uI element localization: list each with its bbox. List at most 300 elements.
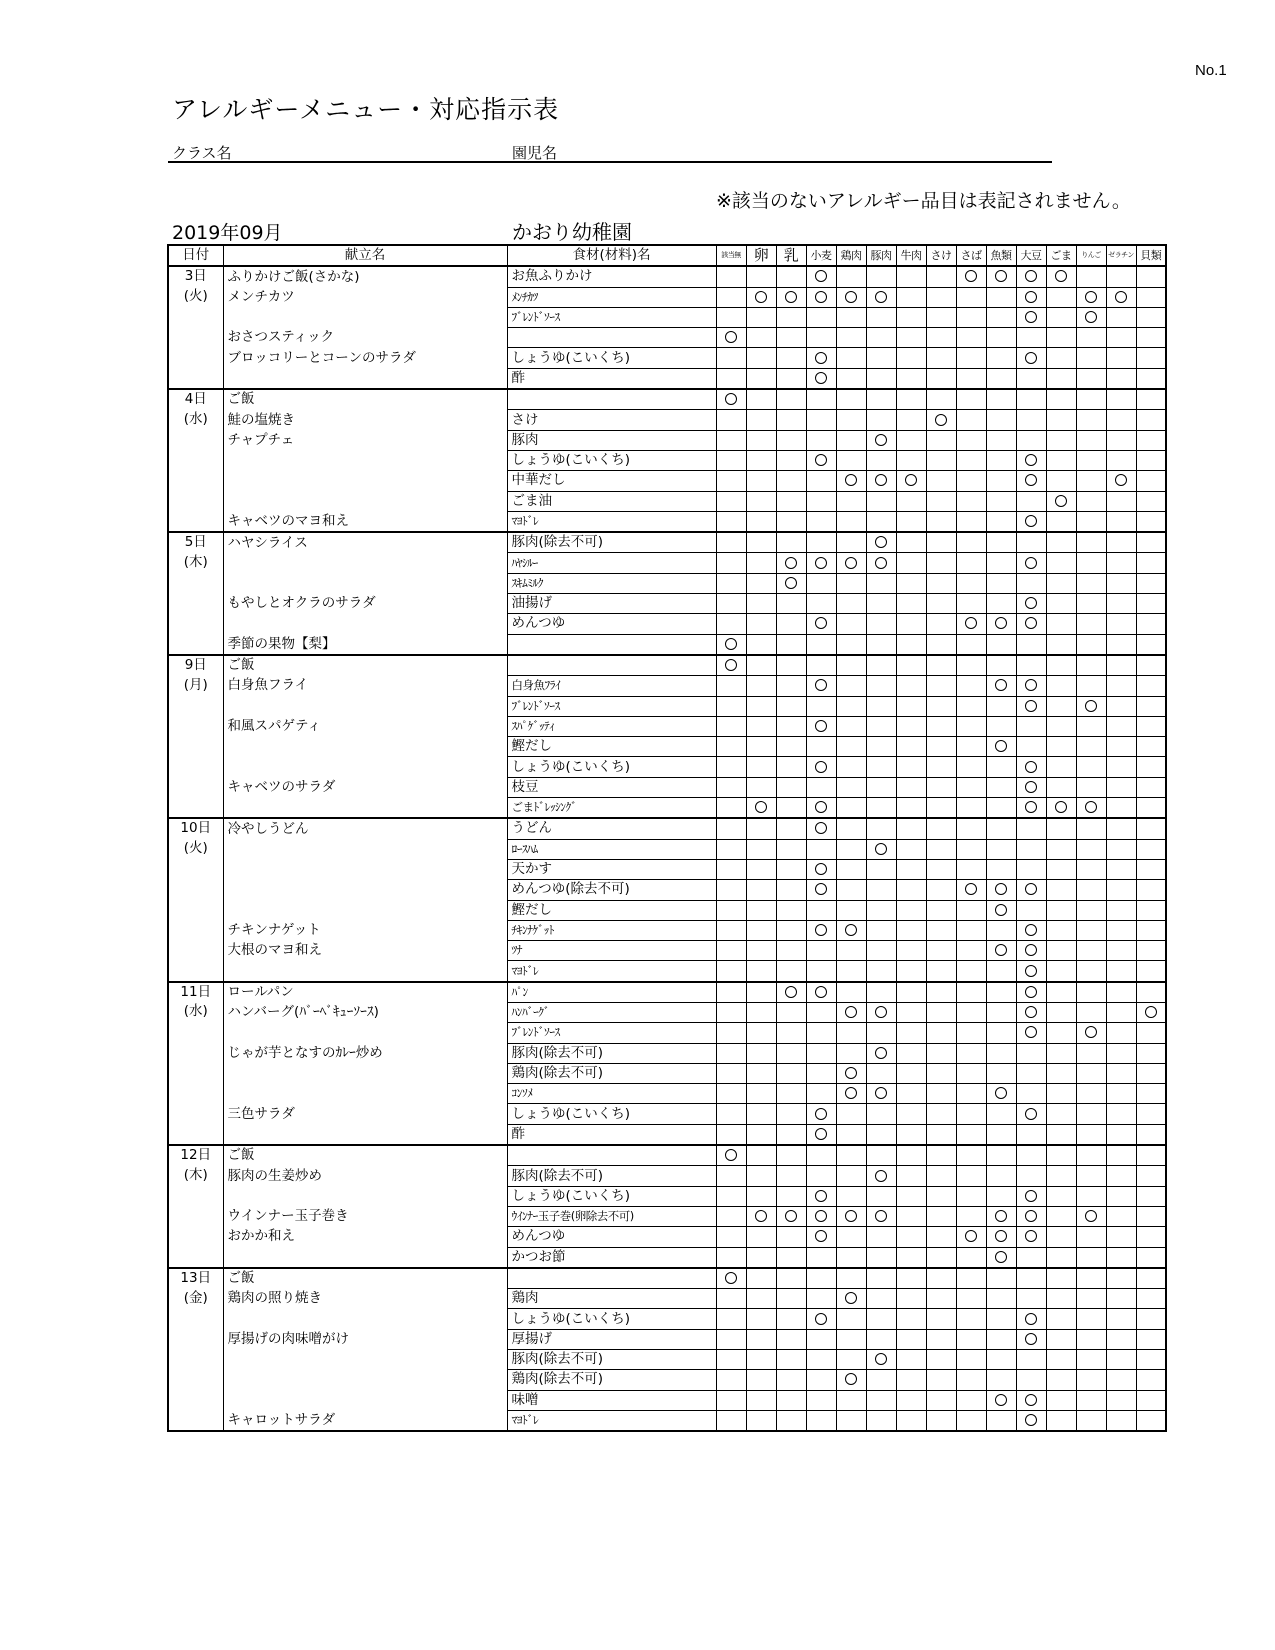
date-cell [168, 511, 223, 532]
allergen-cell [1076, 1410, 1106, 1431]
food-name-cell: ﾊﾔｼﾙｰ [507, 553, 716, 573]
allergen-cell [716, 1370, 746, 1390]
allergen-cell [806, 1350, 836, 1370]
allergen-cell [1016, 961, 1046, 982]
date-cell [168, 1350, 223, 1370]
allergen-cell [896, 655, 926, 676]
allergen-cell [1106, 389, 1136, 410]
allergen-cell [986, 1186, 1016, 1206]
allergen-mark-icon [815, 986, 827, 998]
header-allergen: さば [956, 245, 986, 266]
allergen-mark-icon [875, 474, 887, 486]
table-row [168, 1410, 1166, 1431]
food-name-cell: 鶏肉 [507, 1289, 716, 1309]
food-name-cell: ﾊﾝﾊﾞｰｸﾞ [507, 1002, 716, 1022]
allergen-cell [986, 696, 1016, 716]
allergen-cell [896, 471, 926, 491]
allergen-cell [1016, 1370, 1046, 1390]
allergen-mark-icon [1085, 1026, 1097, 1038]
allergen-cell [1076, 450, 1106, 470]
allergen-cell [776, 450, 806, 470]
allergen-cell [1046, 982, 1076, 1003]
allergen-cell [986, 471, 1016, 491]
allergen-cell [1106, 348, 1136, 368]
food-name-cell: めんつゆ [507, 614, 716, 634]
allergen-cell [1136, 1350, 1166, 1370]
table-row [168, 1124, 1166, 1145]
allergen-cell [1046, 594, 1076, 614]
allergen-cell [956, 920, 986, 940]
table-row [168, 716, 1166, 736]
date-cell [168, 900, 223, 920]
allergen-cell [956, 1166, 986, 1186]
allergen-cell [1136, 1309, 1166, 1329]
allergen-cell [806, 1145, 836, 1166]
allergen-cell [986, 1350, 1016, 1370]
allergen-cell [926, 1002, 956, 1022]
allergen-cell [986, 573, 1016, 593]
allergen-cell [986, 1247, 1016, 1268]
allergen-mark-icon [725, 638, 737, 650]
allergen-cell [806, 450, 836, 470]
allergen-cell [956, 716, 986, 736]
allergen-cell [986, 328, 1016, 348]
date-cell [168, 920, 223, 940]
menu-name-cell: 冷やしうどん [223, 818, 507, 839]
allergen-mark-icon [845, 1067, 857, 1079]
allergen-mark-icon [1025, 1230, 1037, 1242]
date-cell [168, 1247, 223, 1268]
food-name-cell: ﾌﾞﾚﾝﾄﾞｿｰｽ [507, 1023, 716, 1043]
allergen-cell [866, 1124, 896, 1145]
allergen-cell [1136, 328, 1166, 348]
header-menu: 献立名 [223, 245, 507, 266]
allergen-cell [776, 737, 806, 757]
allergen-mark-icon [785, 557, 797, 569]
allergen-cell [866, 757, 896, 777]
allergen-cell [1076, 389, 1106, 410]
allergen-cell [746, 471, 776, 491]
allergen-cell [866, 594, 896, 614]
allergen-cell [746, 1206, 776, 1226]
date-cell [168, 450, 223, 470]
allergen-cell [716, 1043, 746, 1063]
allergen-cell [746, 594, 776, 614]
allergen-cell [926, 430, 956, 450]
menu-name-cell [223, 1309, 507, 1329]
allergen-mark-icon [815, 352, 827, 364]
menu-name-cell: もやしとオクラのサラダ [223, 594, 507, 614]
allergen-cell [776, 348, 806, 368]
allergen-cell [1076, 1309, 1106, 1329]
allergen-cell [716, 450, 746, 470]
allergen-cell [1016, 573, 1046, 593]
allergen-cell [1016, 777, 1046, 797]
date-cell [168, 1227, 223, 1247]
allergen-cell [956, 1043, 986, 1063]
allergen-mark-icon [1025, 761, 1037, 773]
date-cell: 10日 [168, 818, 223, 839]
allergen-cell [836, 1410, 866, 1431]
allergen-cell [1046, 1350, 1076, 1370]
allergen-cell [776, 1350, 806, 1370]
allergen-cell [1016, 757, 1046, 777]
allergen-mark-icon [875, 536, 887, 548]
allergen-mark-icon [875, 291, 887, 303]
allergen-mark-icon [1025, 454, 1037, 466]
allergen-cell [926, 410, 956, 430]
allergen-cell [1016, 1227, 1046, 1247]
date-cell [168, 1329, 223, 1349]
date-cell [168, 491, 223, 511]
allergen-cell [926, 1043, 956, 1063]
allergen-cell [776, 676, 806, 696]
allergen-mark-icon [815, 1190, 827, 1202]
allergen-cell [1016, 368, 1046, 389]
allergen-cell [776, 287, 806, 307]
allergen-cell [1136, 839, 1166, 859]
table-row [168, 1166, 1166, 1186]
menu-name-cell: 鶏肉の照り焼き [223, 1289, 507, 1309]
allergen-cell [926, 655, 956, 676]
allergen-cell [716, 655, 746, 676]
date-cell [168, 634, 223, 655]
allergen-cell [806, 430, 836, 450]
allergen-cell [1046, 1063, 1076, 1083]
allergen-cell [776, 491, 806, 511]
allergen-cell [1076, 287, 1106, 307]
table-row [168, 307, 1166, 327]
allergen-cell [1136, 1329, 1166, 1349]
allergen-cell [1106, 1145, 1136, 1166]
allergen-mark-icon [815, 291, 827, 303]
allergen-cell [1046, 880, 1076, 900]
allergen-cell [956, 1329, 986, 1349]
allergen-cell [1046, 1329, 1076, 1349]
allergen-cell [986, 655, 1016, 676]
allergen-cell [926, 1268, 956, 1289]
allergen-cell [1016, 511, 1046, 532]
allergen-cell [1016, 328, 1046, 348]
allergen-cell [926, 1370, 956, 1390]
allergen-cell [896, 798, 926, 819]
table-row [168, 1309, 1166, 1329]
allergen-mark-icon [1025, 1313, 1037, 1325]
allergen-cell [956, 961, 986, 982]
allergen-cell [1046, 389, 1076, 410]
allergen-cell [1136, 1166, 1166, 1186]
allergen-cell [1136, 389, 1166, 410]
allergen-mark-icon [965, 617, 977, 629]
header-allergen: りんご [1076, 245, 1106, 266]
date-cell [168, 1186, 223, 1206]
allergen-cell [1136, 307, 1166, 327]
allergen-cell [1016, 389, 1046, 410]
header-allergen: 卵 [746, 245, 776, 266]
food-name-cell: 酢 [507, 368, 716, 389]
food-name-cell [507, 328, 716, 348]
food-name-cell: 豚肉 [507, 430, 716, 450]
allergen-cell [1136, 553, 1166, 573]
allergen-cell [746, 1063, 776, 1083]
allergen-cell [776, 307, 806, 327]
menu-name-cell: ロールパン [223, 982, 507, 1003]
allergen-cell [1046, 1186, 1076, 1206]
allergen-cell [716, 1145, 746, 1166]
allergen-cell [1046, 859, 1076, 879]
allergen-cell [926, 573, 956, 593]
allergen-mark-icon [1025, 924, 1037, 936]
allergen-cell [1076, 818, 1106, 839]
menu-name-cell [223, 1124, 507, 1145]
allergen-cell [1106, 532, 1136, 553]
allergen-mark-icon [1055, 495, 1067, 507]
header-allergen: 貝類 [1136, 245, 1166, 266]
allergen-mark-icon [995, 883, 1007, 895]
allergen-cell [746, 410, 776, 430]
allergen-cell [1076, 1043, 1106, 1063]
allergen-cell [1076, 511, 1106, 532]
allergen-cell [926, 1206, 956, 1226]
allergen-cell [836, 1350, 866, 1370]
allergen-cell [776, 696, 806, 716]
allergen-mark-icon [1025, 1333, 1037, 1345]
allergen-cell [836, 266, 866, 287]
allergen-cell [836, 348, 866, 368]
allergen-cell [836, 982, 866, 1003]
allergen-mark-icon [965, 1230, 977, 1242]
allergen-cell [1136, 450, 1166, 470]
allergen-cell [806, 491, 836, 511]
allergen-cell [896, 348, 926, 368]
allergen-cell [806, 920, 836, 940]
date-cell: (木) [168, 1166, 223, 1186]
allergen-cell [746, 266, 776, 287]
allergen-cell [1076, 532, 1106, 553]
table-row [168, 1268, 1166, 1289]
allergen-cell [1046, 511, 1076, 532]
allergen-cell [806, 1370, 836, 1390]
food-name-cell: 豚肉(除去不可) [507, 532, 716, 553]
allergen-cell [866, 430, 896, 450]
allergen-cell [866, 941, 896, 961]
allergen-cell [1106, 491, 1136, 511]
allergen-mark-icon [875, 434, 887, 446]
allergen-cell [986, 676, 1016, 696]
allergen-mark-icon [995, 944, 1007, 956]
table-row [168, 757, 1166, 777]
allergen-cell [1106, 1370, 1136, 1390]
allergen-cell [1106, 266, 1136, 287]
allergen-cell [896, 1329, 926, 1349]
allergen-cell [926, 1390, 956, 1410]
table-row [168, 859, 1166, 879]
allergen-cell [716, 1247, 746, 1268]
header-allergen: ゼラチン [1106, 245, 1136, 266]
allergen-cell [926, 511, 956, 532]
allergen-cell [866, 1247, 896, 1268]
allergen-cell [746, 655, 776, 676]
allergen-cell [746, 1043, 776, 1063]
allergen-cell [896, 1247, 926, 1268]
allergen-cell [1136, 920, 1166, 940]
allergen-cell [1046, 634, 1076, 655]
allergen-cell [776, 553, 806, 573]
allergen-cell [836, 471, 866, 491]
allergen-cell [776, 1309, 806, 1329]
allergen-cell [716, 880, 746, 900]
table-row [168, 1104, 1166, 1124]
allergen-cell [986, 798, 1016, 819]
date-cell [168, 368, 223, 389]
allergen-cell [746, 696, 776, 716]
allergen-cell [1046, 1247, 1076, 1268]
allergen-cell [1136, 614, 1166, 634]
menu-name-cell: キャベツのサラダ [223, 777, 507, 797]
table-row [168, 818, 1166, 839]
allergen-cell [746, 777, 776, 797]
allergen-cell [896, 716, 926, 736]
allergen-cell [1106, 450, 1136, 470]
allergen-cell [1136, 1084, 1166, 1104]
allergen-cell [866, 368, 896, 389]
allergen-cell [1106, 614, 1136, 634]
menu-name-cell [223, 1023, 507, 1043]
allergen-cell [776, 1145, 806, 1166]
allergen-cell [1136, 348, 1166, 368]
allergen-cell [986, 307, 1016, 327]
table-row [168, 430, 1166, 450]
date-cell [168, 471, 223, 491]
allergen-cell [1076, 961, 1106, 982]
allergen-cell [926, 1166, 956, 1186]
allergen-cell [896, 961, 926, 982]
allergen-cell [896, 614, 926, 634]
allergen-cell [956, 410, 986, 430]
allergen-mark-icon [1145, 1006, 1157, 1018]
menu-name-cell [223, 1063, 507, 1083]
allergen-cell [776, 757, 806, 777]
allergen-cell [1016, 1063, 1046, 1083]
menu-name-cell [223, 471, 507, 491]
food-name-cell: ｺﾝｿﾒ [507, 1084, 716, 1104]
allergen-cell [746, 716, 776, 736]
allergen-cell [956, 655, 986, 676]
allergen-cell [866, 777, 896, 797]
allergen-mark-icon [875, 843, 887, 855]
allergen-cell [716, 1023, 746, 1043]
allergen-cell [1076, 859, 1106, 879]
allergen-mark-icon [995, 904, 1007, 916]
allergen-cell [1076, 1166, 1106, 1186]
date-cell [168, 941, 223, 961]
allergen-mark-icon [1025, 270, 1037, 282]
allergen-cell [1046, 1227, 1076, 1247]
allergen-cell [746, 511, 776, 532]
allergen-mark-icon [725, 1149, 737, 1161]
date-cell: (火) [168, 839, 223, 859]
allergen-cell [1046, 1410, 1076, 1431]
allergen-cell [926, 491, 956, 511]
allergen-cell [746, 634, 776, 655]
header-row [168, 245, 1166, 266]
allergen-cell [836, 737, 866, 757]
allergen-cell [1076, 676, 1106, 696]
allergen-cell [1046, 1206, 1076, 1226]
allergen-cell [836, 941, 866, 961]
allergen-mark-icon [815, 617, 827, 629]
allergen-cell [1076, 634, 1106, 655]
food-name-cell: ﾛｰｽﾊﾑ [507, 839, 716, 859]
allergen-cell [866, 1206, 896, 1226]
allergen-cell [1076, 1206, 1106, 1226]
menu-name-cell: ご飯 [223, 1145, 507, 1166]
allergen-cell [896, 982, 926, 1003]
allergen-cell [1016, 900, 1046, 920]
allergen-mark-icon [845, 1087, 857, 1099]
menu-name-cell: 和風スパゲティ [223, 716, 507, 736]
allergen-cell [776, 634, 806, 655]
date-cell [168, 961, 223, 982]
allergen-mark-icon [1025, 597, 1037, 609]
allergen-cell [746, 859, 776, 879]
allergen-cell [896, 1268, 926, 1289]
table-row [168, 1289, 1166, 1309]
allergen-cell [1046, 368, 1076, 389]
allergen-cell [866, 655, 896, 676]
allergen-mark-icon [725, 659, 737, 671]
allergen-cell [1136, 1145, 1166, 1166]
allergen-cell [836, 532, 866, 553]
allergen-cell [926, 1329, 956, 1349]
allergen-cell [866, 737, 896, 757]
allergen-cell [836, 900, 866, 920]
allergen-cell [776, 839, 806, 859]
allergen-cell [716, 287, 746, 307]
allergen-cell [896, 1350, 926, 1370]
header-allergen: 鶏肉 [836, 245, 866, 266]
menu-name-cell: ウインナー玉子巻き [223, 1206, 507, 1226]
allergen-cell [806, 634, 836, 655]
allergen-cell [776, 961, 806, 982]
allergen-cell [1076, 900, 1106, 920]
menu-name-cell: 厚揚げの肉味噌がけ [223, 1329, 507, 1349]
table-row [168, 1023, 1166, 1043]
allergen-mark-icon [1025, 986, 1037, 998]
allergen-cell [1076, 716, 1106, 736]
menu-name-cell: おさつスティック [223, 328, 507, 348]
allergen-cell [716, 1227, 746, 1247]
allergen-cell [1046, 1145, 1076, 1166]
allergen-cell [1136, 982, 1166, 1003]
allergen-cell [956, 1145, 986, 1166]
allergen-cell [956, 266, 986, 287]
food-name-cell: しょうゆ(こいくち) [507, 348, 716, 368]
allergen-cell [896, 880, 926, 900]
allergen-cell [866, 859, 896, 879]
allergen-cell [716, 307, 746, 327]
allergen-cell [836, 410, 866, 430]
allergen-cell [986, 982, 1016, 1003]
allergen-cell [1046, 1104, 1076, 1124]
allergen-cell [956, 757, 986, 777]
allergen-cell [806, 266, 836, 287]
allergen-cell [1076, 614, 1106, 634]
allergen-cell [896, 676, 926, 696]
allergen-cell [1046, 450, 1076, 470]
allergen-cell [926, 328, 956, 348]
allergen-cell [896, 1227, 926, 1247]
